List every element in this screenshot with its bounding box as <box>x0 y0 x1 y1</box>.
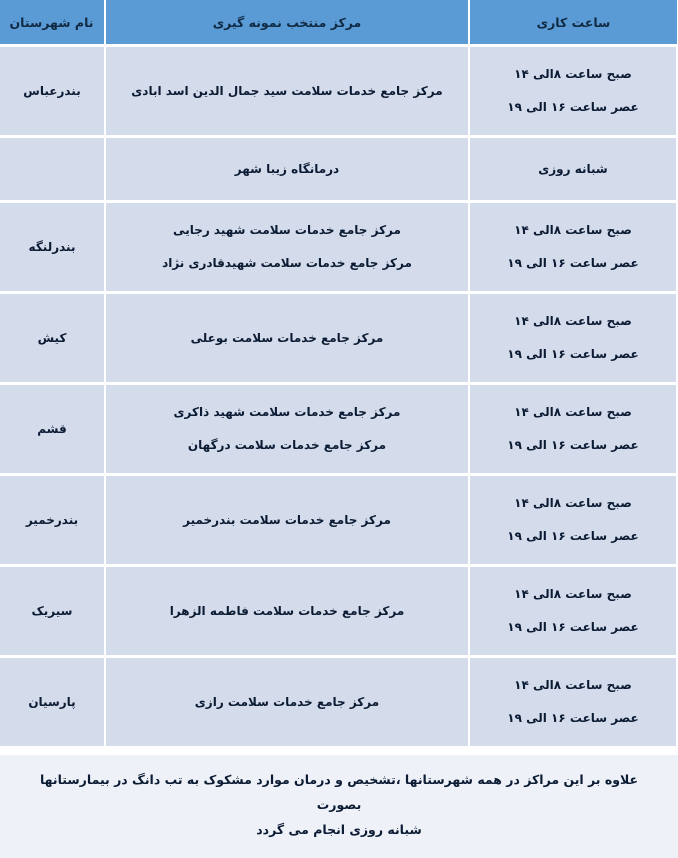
footer-note-line: شبانه روزی انجام می گردد <box>256 822 422 837</box>
sampling-center-name: مرکز جامع خدمات سلامت رازی <box>194 694 380 709</box>
table-row <box>0 137 677 202</box>
working-hours-line: صبح ساعت ۸الی ۱۴ <box>514 678 632 693</box>
cell-working-hours <box>469 293 677 384</box>
sampling-center-name: مرکز جامع خدمات سلامت بندرخمیر <box>183 512 391 527</box>
cell-working-hours <box>469 202 677 293</box>
table-row <box>0 202 677 293</box>
county-name: پارسیان <box>28 694 76 709</box>
cell-county-name <box>0 46 105 137</box>
column-header-sampling-center: مرکز منتخب نمونه گیری <box>105 0 469 46</box>
table-row <box>0 566 677 657</box>
table-row <box>0 293 677 384</box>
cell-county-name <box>0 137 105 202</box>
table-row <box>0 384 677 475</box>
working-hours-line: عصر ساعت ۱۶ الی ۱۹ <box>507 256 639 270</box>
working-hours-line: عصر ساعت ۱۶ الی ۱۹ <box>507 529 639 543</box>
table-header <box>0 0 677 46</box>
cell-county-name <box>0 293 105 384</box>
sampling-center-name: مرکز جامع خدمات سلامت سید جمال الدین اسد ابادی <box>131 83 443 98</box>
cell-county-name <box>0 202 105 293</box>
cell-sampling-center <box>105 384 469 475</box>
county-name: بندرلنگه <box>28 239 76 254</box>
working-hours-line: عصر ساعت ۱۶ الی ۱۹ <box>507 438 639 452</box>
working-hours-line: شبانه روزی <box>538 161 608 176</box>
county-name: قشم <box>37 421 67 436</box>
table-header-row <box>0 0 677 46</box>
cell-working-hours <box>469 475 677 566</box>
county-name: سیریک <box>31 603 73 618</box>
column-header-county-name: نام شهرستان <box>0 0 105 46</box>
sampling-center-name: مرکز جامع خدمات سلامت شهید رجایی <box>173 223 401 238</box>
table-row <box>0 657 677 748</box>
cell-sampling-center <box>105 202 469 293</box>
cell-sampling-center <box>105 293 469 384</box>
sampling-center-name: مرکز جامع خدمات سلامت درگهان <box>187 438 387 452</box>
sampling-center-name: درمانگاه زیبا شهر <box>234 161 340 176</box>
cell-sampling-center <box>105 137 469 202</box>
county-name: کیش <box>37 330 67 345</box>
cell-county-name <box>0 657 105 748</box>
cell-working-hours <box>469 137 677 202</box>
county-name: بندرعباس <box>23 83 81 98</box>
column-header-working-hours: ساعت کاری <box>469 0 677 46</box>
working-hours-line: صبح ساعت ۸الی ۱۴ <box>514 587 632 602</box>
working-hours-line: عصر ساعت ۱۶ الی ۱۹ <box>507 620 639 634</box>
working-hours-line: عصر ساعت ۱۶ الی ۱۹ <box>507 100 639 114</box>
cell-working-hours <box>469 384 677 475</box>
cell-county-name <box>0 384 105 475</box>
working-hours-line: صبح ساعت ۸الی ۱۴ <box>514 223 632 238</box>
table-row <box>0 46 677 137</box>
cell-county-name <box>0 566 105 657</box>
sampling-center-name: مرکز جامع خدمات سلامت بوعلی <box>190 330 384 345</box>
working-hours-line: صبح ساعت ۸الی ۱۴ <box>514 67 632 82</box>
table-body <box>0 46 677 748</box>
cell-county-name <box>0 475 105 566</box>
cell-working-hours <box>469 46 677 137</box>
working-hours-line: عصر ساعت ۱۶ الی ۱۹ <box>507 711 639 725</box>
cell-working-hours <box>469 566 677 657</box>
working-hours-line: صبح ساعت ۸الی ۱۴ <box>514 405 632 420</box>
working-hours-line: عصر ساعت ۱۶ الی ۱۹ <box>507 347 639 361</box>
county-name: بندرخمیر <box>25 512 79 527</box>
footer-note <box>0 755 678 858</box>
table-row <box>0 475 677 566</box>
sampling-center-name: مرکز جامع خدمات سلامت شهید ذاکری <box>173 405 401 420</box>
sampling-center-name: مرکز جامع خدمات سلامت فاطمه الزهرا <box>169 603 405 618</box>
cell-sampling-center <box>105 657 469 748</box>
cell-sampling-center <box>105 475 469 566</box>
footer-note-line: علاوه بر این مراکز در همه شهرستانها ،تشخیص و درمان موارد مشکوک به تب دانگ در بیمارستانها بصورت <box>39 772 639 812</box>
cell-working-hours <box>469 657 677 748</box>
cell-sampling-center <box>105 46 469 137</box>
sampling-center-name: مرکز جامع خدمات سلامت شهیدقادری نژاد <box>162 256 412 270</box>
working-hours-line: صبح ساعت ۸الی ۱۴ <box>514 496 632 511</box>
working-hours-line: صبح ساعت ۸الی ۱۴ <box>514 314 632 329</box>
cell-sampling-center <box>105 566 469 657</box>
